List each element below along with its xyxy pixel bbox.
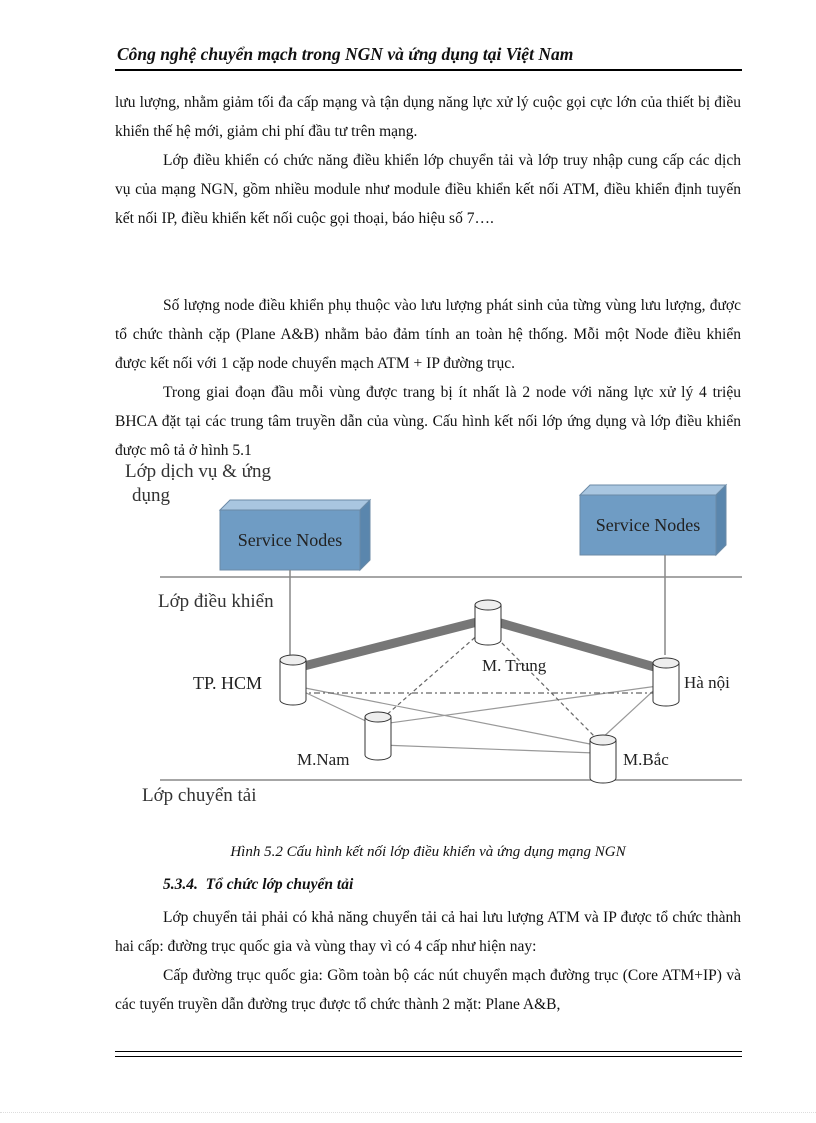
paragraph-6: Cấp đường trục quốc gia: Gồm toàn bộ các nút chuyển mạch đường trục (Core ATM+IP) và các tuyến truyền dẫn đường trục được tổ chức thành 2 mặt: Plane A&B,	[115, 967, 741, 1013]
page-header-title: Công nghệ chuyển mạch trong NGN và ứng dụng tại Việt Nam	[117, 44, 574, 64]
paragraph-2: Lớp điều khiển có chức năng điều khiển lớp chuyển tải và lớp truy nhập cung cấp các dịch vụ của mạng NGN, gồm nhiều module như module điều khiển kết nối ATM, điều khiển định tuyến kết nối IP, điều khiển kết nối cuộc gọi thoại, báo hiệu số 7….	[115, 152, 741, 227]
link-hcm-bac	[300, 687, 595, 745]
link-nam-hanoi	[375, 685, 665, 725]
node-hanoi-label: Hà nội	[684, 673, 730, 692]
node-cylinder-hanoi	[653, 658, 679, 706]
paragraph-4: Trong giai đoạn đầu mỗi vùng được trang bị ít nhất là 2 node với năng lực xử lý 4 triệu BHCA đặt tại các trung tâm truyền dẫn của vùng. Cấu hình kết nối lớp ứng dụng và lớp điều khiển được mô tả ở hình 5.1	[115, 384, 741, 459]
node-bac-label: M.Bắc	[623, 750, 669, 769]
section-title: Tổ chức lớp chuyển tải	[205, 876, 354, 893]
layer-control-label: Lớp điều khiển	[158, 591, 274, 612]
node-cylinder-nam	[365, 712, 391, 760]
figure-caption: Hình 5.2 Cấu hình kết nối lớp điều khiển và ứng dụng mạng NGN	[230, 844, 626, 860]
paragraph-3: Số lượng node điều khiển phụ thuộc vào lưu lượng phát sinh của từng vùng lưu lượng, được tổ chức thành cặp (Plane A&B) nhằm bảo đảm tính an toàn hệ thống. Mỗi một Node điều khiển được kết nối với 1 cặp node chuyển mạch ATM + IP đường trục.	[115, 297, 741, 372]
section-heading	[163, 876, 353, 894]
footer-rule-top	[115, 1051, 742, 1052]
section-number: 5.3.4.	[163, 876, 198, 893]
service-node-right-label: Service Nodes	[595, 515, 701, 535]
node-cylinder-bac	[590, 735, 616, 783]
backbone-hcm-trung	[300, 620, 485, 667]
page-bottom-border	[0, 1112, 816, 1113]
layer-transport-label: Lớp chuyển tải	[142, 785, 257, 806]
header-rule	[115, 69, 742, 71]
layer-service-label-line2: dụng	[132, 485, 170, 506]
service-node-left-label: Service Nodes	[237, 530, 343, 550]
footer-rule-bottom	[115, 1056, 742, 1057]
service-node-box-right	[580, 485, 726, 555]
paragraph-1: lưu lượng, nhằm giảm tối đa cấp mạng và tận dụng năng lực xử lý cuộc gọi cực lớn của thiết bị điều khiển thế hệ mới, giảm chi phí đầu tư trên mạng.	[115, 94, 741, 140]
node-cylinder-trung	[475, 600, 501, 645]
paragraph-5: Lớp chuyển tải phải có khả năng chuyển tải cả hai lưu lượng ATM và IP được tổ chức thành hai cấp: đường trục quốc gia và vùng thay vì có 4 cấp như hiện nay:	[115, 909, 741, 955]
link-hcm-nam	[300, 690, 370, 723]
node-hcm-label: TP. HCM	[193, 673, 263, 693]
network-diagram	[120, 455, 750, 830]
link-nam-bac	[380, 745, 595, 753]
node-cylinder-hcm	[280, 655, 306, 705]
service-node-box-left	[220, 500, 370, 570]
layer-service-label-line1: Lớp dịch vụ & ứng	[125, 461, 271, 482]
node-trung-label: M. Trung	[482, 656, 547, 675]
node-nam-label: M.Nam	[297, 750, 350, 769]
